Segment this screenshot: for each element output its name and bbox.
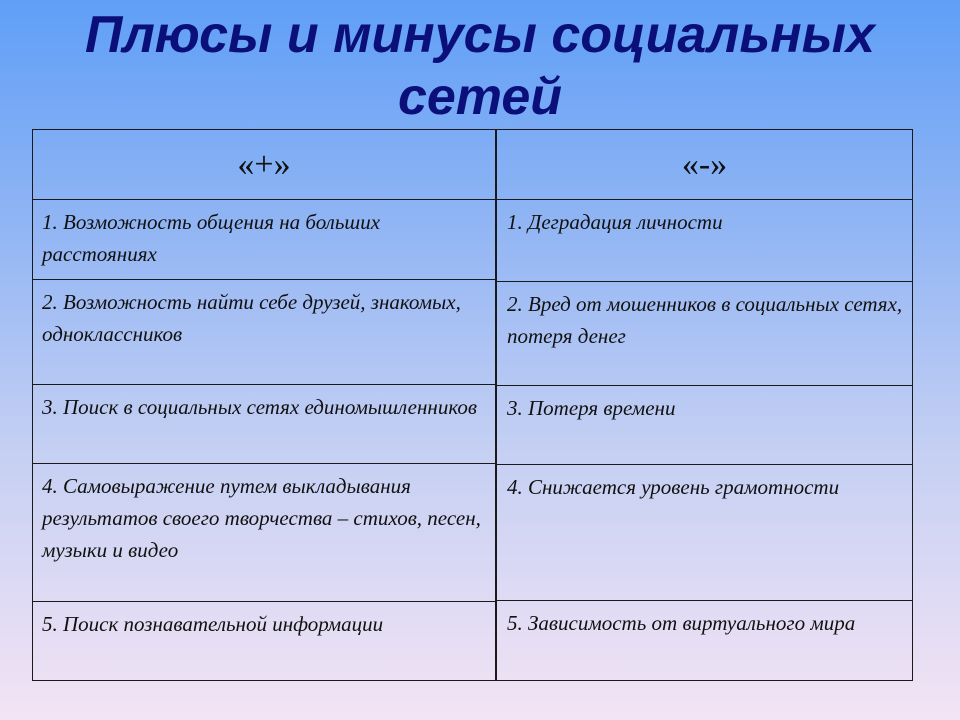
plus-row-1: 1. Возможность общения на больших расстояниях <box>33 200 495 280</box>
minus-row-4: 4. Снижается уровень грамотности <box>497 465 912 601</box>
minus-row-2: 2. Вред от мошенников в социальных сетях, потеря денег <box>497 282 912 386</box>
minus-row-1: 1. Деградация личности <box>497 200 912 282</box>
plus-row-4: 4. Самовыражение путем выкладывания результатов своего творчества – стихов, песен, музыки и видео <box>33 464 495 602</box>
minus-row-5: 5. Зависимость от виртуального мира <box>507 611 856 635</box>
plus-row-5: 5. Поиск познавательной информации <box>42 612 384 636</box>
plus-row-2: 2. Возможность найти себе друзей, знакомых, одноклассников <box>33 280 495 385</box>
plus-row-3: 3. Поиск в социальных сетях единомышленников <box>33 385 495 464</box>
minus-header: «-» <box>496 129 913 200</box>
plus-header: «+» <box>32 129 496 200</box>
minus-column <box>496 199 913 681</box>
page-title: Плюсы и минусы социальных сетей <box>85 6 875 126</box>
minus-row-3: 3. Потеря времени <box>497 386 912 465</box>
plus-column <box>32 199 496 681</box>
